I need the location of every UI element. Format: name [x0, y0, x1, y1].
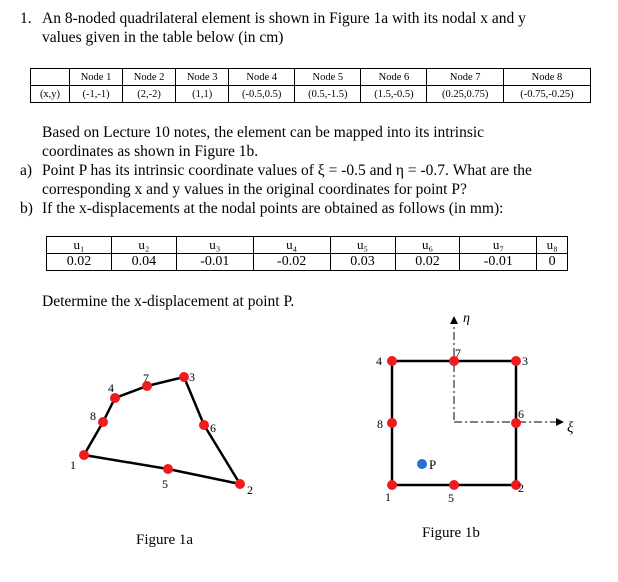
xi-label: ξ: [567, 420, 574, 436]
figure-1a-node-2: [235, 479, 245, 489]
disp-header-cell: u₁: [47, 237, 112, 254]
figure-1a-label-5: 5: [162, 477, 168, 491]
disp-value-cell: 0.02: [395, 254, 460, 271]
nodes-value-cell: (1.5,-0.5): [361, 86, 427, 103]
question-line-1: An 8-noded quadrilateral element is shown in Figure 1a with its nodal x and y: [42, 10, 526, 27]
figure-1a-label-4: 4: [108, 381, 114, 395]
figure-1b-node-5: [449, 480, 459, 490]
nodes-value-cell: (1,1): [176, 86, 229, 103]
figure-1b-label-7: 7: [455, 346, 461, 360]
figure-1a-label-8: 8: [90, 409, 96, 423]
figure-1b-element: [376, 311, 574, 505]
figure-1a-label-1: 1: [70, 458, 76, 472]
eta-label: η: [463, 311, 470, 326]
figure-1a-label-6: 6: [210, 421, 216, 435]
disp-header-cell: u₆: [395, 237, 460, 254]
determine-text: Determine the x-displacement at point P.: [42, 293, 295, 310]
nodes-header-cell: Node 4: [229, 69, 295, 86]
disp-value-cell: -0.01: [460, 254, 537, 271]
part-a-line-2: corresponding x and y values in the original coordinates for point P?: [42, 181, 467, 198]
figure-1b-node-4: [387, 356, 397, 366]
figure-1a-caption: Figure 1a: [136, 532, 194, 548]
figure-1a-element: [70, 370, 253, 497]
nodes-row-label: (x,y): [31, 86, 70, 103]
nodes-value-cell: (-0.75,-0.25): [503, 86, 590, 103]
figure-1a-node-6: [199, 420, 209, 430]
figure-1b-label-3: 3: [522, 354, 528, 368]
disp-header-cell: u₅: [330, 237, 395, 254]
disp-value-cell: 0.04: [111, 254, 176, 271]
question-number: 1.: [20, 10, 32, 27]
nodes-value-cell: (0.5,-1.5): [295, 86, 361, 103]
intro-line-2: coordinates as shown in Figure 1b.: [42, 143, 259, 160]
figure-1b-node-1: [387, 480, 397, 490]
figure-1b-label-6: 6: [518, 407, 524, 421]
figure-1b-outline: [392, 361, 516, 485]
part-a-line-1: Point P has its intrinsic coordinate values of ξ = -0.5 and η = -0.7. What are the: [42, 162, 532, 179]
nodes-header-cell: Node 6: [361, 69, 427, 86]
figure-1b-caption: Figure 1b: [422, 525, 480, 541]
part-b-label: b): [20, 200, 33, 217]
disp-header-cell: u₈: [537, 237, 568, 254]
part-b-line-1: If the x-displacements at the nodal points are obtained as follows (in mm):: [42, 200, 504, 217]
figure-1b-node-8: [387, 418, 397, 428]
figure-1b-label-1: 1: [385, 490, 391, 504]
figure-1a-label-7: 7: [143, 371, 149, 385]
figure-1b-node-3: [511, 356, 521, 366]
figure-1a-label-2: 2: [247, 483, 253, 497]
disp-value-cell: -0.01: [176, 254, 253, 271]
figure-1b-label-4: 4: [376, 354, 382, 368]
figure-1b-label-5: 5: [448, 491, 454, 505]
nodes-value-cell: (2,-2): [123, 86, 176, 103]
nodes-header-cell: Node 1: [70, 69, 123, 86]
disp-value-cell: 0.02: [47, 254, 112, 271]
figure-1b-label-8: 8: [377, 417, 383, 431]
figure-1a-label-3: 3: [189, 370, 195, 384]
figure-1a-node-1: [79, 450, 89, 460]
nodes-header-cell: Node 5: [295, 69, 361, 86]
nodes-value-cell: (-1,-1): [70, 86, 123, 103]
nodes-header-cell: Node 3: [176, 69, 229, 86]
nodes-header-cell: Node 7: [427, 69, 504, 86]
disp-value-cell: 0.03: [330, 254, 395, 271]
disp-header-cell: u₄: [253, 237, 330, 254]
disp-value-cell: 0: [537, 254, 568, 271]
disp-value-cell: -0.02: [253, 254, 330, 271]
nodes-value-cell: (-0.5,0.5): [229, 86, 295, 103]
point-p-label: P: [429, 457, 437, 472]
point-p-marker: [417, 459, 427, 469]
figure-1b-label-2: 2: [518, 481, 524, 495]
nodes-value-cell: (0.25,0.75): [427, 86, 504, 103]
figure-1a-node-5: [163, 464, 173, 474]
disp-header-cell: u₃: [176, 237, 253, 254]
part-a-label: a): [20, 162, 33, 179]
question-line-2: values given in the table below (in cm): [42, 29, 284, 46]
nodes-header-cell: Node 8: [503, 69, 590, 86]
figure-1a-node-3: [179, 372, 189, 382]
intro-line-1: Based on Lecture 10 notes, the element can be mapped into its intrinsic: [42, 124, 485, 141]
disp-header-cell: u₂: [111, 237, 176, 254]
nodes-header-cell: Node 2: [123, 69, 176, 86]
disp-header-cell: u₇: [460, 237, 537, 254]
figure-1a-node-8: [98, 417, 108, 427]
